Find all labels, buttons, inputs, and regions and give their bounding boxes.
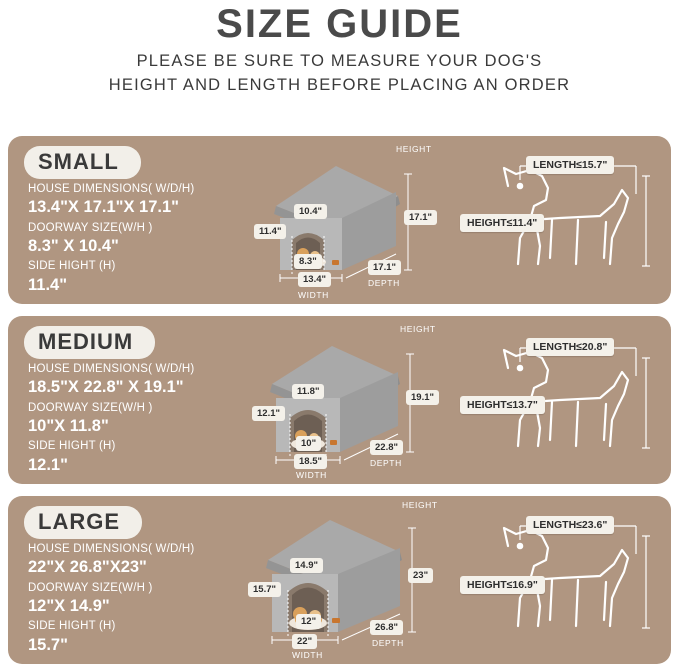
dog-length-pill: LENGTH≤20.8" [526,338,614,356]
depth-axis-label: DEPTH [370,458,402,468]
doorway-height-chip: 11.8" [292,384,324,399]
house-height-chip: 19.1" [406,390,439,405]
size-tag-small: SMALL [24,146,141,179]
spec-list-medium [28,362,258,478]
size-panel-large [8,496,671,664]
page-title: SIZE GUIDE [216,2,463,46]
spec-value: 12"X 14.9" [28,597,110,616]
spec-value: 18.5"X 22.8" X 19.1" [28,378,184,397]
house-height-chip: 17.1" [404,210,437,225]
spec-value: 13.4"X 17.1"X 17.1" [28,198,179,217]
doorway-width-chip: 10" [296,436,321,451]
spec-label: DOORWAY SIZE(W/H ) [28,581,153,594]
house-illustration-medium [257,324,443,480]
spec-label: SIDE HIGHT (H) [28,440,116,453]
dog-length-pill: LENGTH≤23.6" [526,516,614,534]
spec-label: HOUSE DIMENSIONS( W/D/H) [28,543,195,555]
house-depth-chip: 17.1" [368,260,401,275]
height-axis-label: HEIGHT [402,500,438,510]
spec-value: 12.1" [28,455,68,474]
house-height-chip: 23" [408,568,433,583]
page-header [0,0,679,98]
house-illustration-small [258,144,433,299]
dog-height-pill: HEIGHT≤16.9" [460,576,545,594]
width-axis-label: WIDTH [296,470,327,480]
depth-axis-label: DEPTH [368,278,400,288]
house-illustration-large [253,500,448,662]
height-axis-label: HEIGHT [396,144,432,154]
size-tag-medium: MEDIUM [24,326,155,359]
spec-label: SIDE HIGHT (H) [28,620,116,633]
spec-list-small [28,182,258,298]
house-width-chip: 13.4" [298,272,331,287]
spec-label: DOORWAY SIZE(W/H ) [28,401,153,414]
house-depth-chip: 22.8" [370,440,403,455]
dog-height-pill: HEIGHT≤11.4" [460,214,544,232]
page-subtitle [60,50,620,98]
spec-value: 22"X 26.8"X23" [28,558,147,577]
dog-length-pill: LENGTH≤15.7" [526,156,614,174]
doorway-width-chip: 12" [296,614,321,629]
doorway-side-chip: 11.4" [254,224,286,239]
height-axis-label: HEIGHT [400,324,436,334]
doorway-height-chip: 10.4" [294,204,327,219]
spec-list-large [28,542,258,658]
subtitle-line-1: PLEASE BE SURE TO MEASURE YOUR DOG'S [136,52,543,70]
width-axis-label: WIDTH [298,290,329,300]
spec-label: HOUSE DIMENSIONS( W/D/H) [28,363,195,375]
spec-label: SIDE HIGHT (H) [28,260,116,273]
house-width-chip: 22" [292,634,317,649]
dog-illustration-large [460,506,665,658]
spec-label: HOUSE DIMENSIONS( W/D/H) [28,183,195,195]
size-panel-small [8,136,671,304]
house-icon [258,506,448,662]
dog-illustration-medium [460,328,665,478]
dog-illustration-small [460,146,665,296]
width-axis-label: WIDTH [292,650,323,660]
spec-label: DOORWAY SIZE(W/H ) [28,221,153,234]
spec-value: 8.3" X 10.4" [28,237,119,256]
dog-height-pill: HEIGHT≤13.7" [460,396,545,414]
subtitle-line-2: HEIGHT AND LENGTH BEFORE PLACING AN ORDER [108,75,571,94]
spec-value: 11.4" [28,275,68,294]
spec-value: 10"X 11.8" [28,417,109,436]
doorway-height-chip: 14.9" [290,558,323,573]
size-tag-large: LARGE [24,506,142,539]
depth-axis-label: DEPTH [372,638,404,648]
house-depth-chip: 26.8" [370,620,403,635]
spec-value: 15.7" [28,635,68,654]
doorway-side-chip: 12.1" [252,406,285,421]
doorway-side-chip: 15.7" [248,582,281,597]
doorway-width-chip: 8.3" [294,254,322,269]
size-panel-medium [8,316,671,484]
house-width-chip: 18.5" [294,454,327,469]
